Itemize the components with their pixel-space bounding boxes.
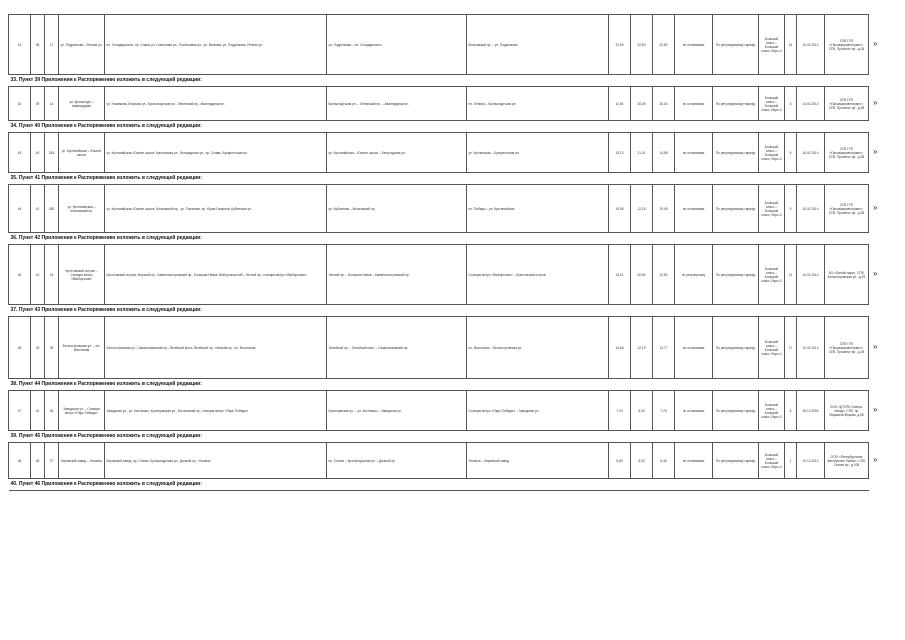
route-number-cell: 27: [45, 443, 59, 479]
length-back-cell: 30,84: [631, 245, 653, 305]
route-number-cell: 17: [45, 15, 59, 75]
length-back-cell: 12,19: [631, 317, 653, 379]
forward-path-cell: пл. Солидарности, пр. Славы ул. Совхозная ул., Посёлковая ул., ул. Вилкова, ул. Подрезкова, Речная ул.: [105, 15, 327, 75]
vehicle-count-cell: 6: [785, 133, 797, 173]
forward-path-cell: ул. Кустанайская, Южное шоссе, Купчинская ул., Белградская ул., пр. Славы, Бухарестская ул.: [105, 133, 327, 173]
vehicle-class-cell: Большой класс – Большой класс, Евро-4: [759, 185, 785, 233]
route-number-cell: 24: [45, 245, 59, 305]
length-back-cell: 12,18: [631, 185, 653, 233]
chevron-right-icon: »: [873, 455, 878, 464]
start-date-cell: 10.12.2014: [797, 443, 825, 479]
operator-cell: СПб ГУП «Пассажиравтотранс», СПб, Проспект пр., д.28: [825, 87, 869, 121]
length-forward-cell: 22,69: [609, 15, 631, 75]
row-index-cell: 47: [9, 391, 31, 431]
route-name-cell: Заводская ул. – Станция метро «Парк Победы»: [59, 391, 105, 431]
intermediate-stops-cell: ул. Кустанайская – Южное шоссе – Белградская ул.: [327, 133, 467, 173]
routes-table: [8, 14, 869, 491]
route-row: [9, 15, 869, 75]
tariff-cell: По регулируемому тарифу: [713, 391, 759, 431]
vehicle-class-cell: Большой класс – Большой класс, Евро-4: [759, 391, 785, 431]
length-back-cell: 6,60: [631, 391, 653, 431]
forward-path-cell: Заводская ул., ул. Костюшко, Кузнецовская ул., Московский пр., станция метро «Парк Победы»: [105, 391, 327, 431]
tariff-cell: По регулируемому тарифу: [713, 443, 759, 479]
boarding-mode-cell: по остановкам: [675, 87, 713, 121]
operator-cell: АО «Третий парк», СПб, Белоостровская ул., д.29: [825, 245, 869, 305]
section-heading: 39. Пункт 45 Приложения к Распоряжению изложить в следующей редакции:: [9, 431, 869, 443]
route-name-cell: ул. Подрезкова – Речная ул.: [59, 15, 105, 75]
boarding-mode-cell: по остановкам: [675, 391, 713, 431]
boarding-mode-cell: по остановкам: [675, 185, 713, 233]
route-number-cell: 14: [45, 87, 59, 121]
route-number-cell: 25: [45, 317, 59, 379]
start-date-cell: 10.01.2014: [797, 317, 825, 379]
length-forward-cell: 14,68: [609, 317, 631, 379]
section-heading: 36. Пункт 42 Приложения к Распоряжению изложить в следующей редакции:: [9, 233, 869, 245]
intermediate-stops-cell: ул. Кубинская – Московский пр.: [327, 185, 467, 233]
route-row: [9, 245, 869, 305]
operator-cell: ООО «ДТУПК Северо-Запад», СПб, пр. Маршала Жукова, д.58: [825, 391, 869, 431]
boarding-mode-cell: по остановкам: [675, 133, 713, 173]
boarding-mode-cell: по регулярному: [675, 245, 713, 305]
row-index-cell: 45: [9, 245, 31, 305]
operator-cell: СПб ГУП «Пассажиравтотранс», СПб, Проспект пр., д.28: [825, 15, 869, 75]
section-heading-row: [9, 173, 869, 185]
vehicle-count-cell: 16: [785, 15, 797, 75]
section-heading: 35. Пункт 41 Приложения к Распоряжению изложить в следующей редакции:: [9, 173, 869, 185]
route-number-cell: 26: [45, 391, 59, 431]
length-forward-cell: 11,94: [609, 87, 631, 121]
length-total-cell: 19,45: [653, 185, 675, 233]
boarding-mode-cell: по остановкам: [675, 443, 713, 479]
forward-path-cell: Белоостровская ул., Сампсониевский пр., Литейный мост, Литейный пр., Невский пр., пл. Восстания: [105, 317, 327, 379]
table-body: [9, 15, 869, 491]
intermediate-stops-cell: ул. Подрезкова – пл. Солидарности: [327, 15, 467, 75]
point-number-cell: 40: [31, 133, 45, 173]
start-date-cell: 10.01.2014: [797, 245, 825, 305]
forward-path-cell: Крестовский остров, Морской пр., Каменноостровский пр., Большая Невка, Выборгская наб., Лесной пр., станция метро «Выборгская»: [105, 245, 327, 305]
tariff-cell: По регулируемому тарифу: [713, 317, 759, 379]
forward-path-cell: ул. Кустанайская, Южное шоссе, Московский пр., ул. Типанова, пр. Юрия Гагарина, Кубинская ул.: [105, 185, 327, 233]
length-total-cell: 22,83: [653, 15, 675, 75]
chevron-right-icon: »: [873, 203, 878, 212]
length-total-cell: 14,68: [653, 133, 675, 173]
length-total-cell: 13,77: [653, 317, 675, 379]
vehicle-count-cell: 1: [785, 443, 797, 479]
route-name-cell: ул. Кустанайская – Московский пр.: [59, 185, 105, 233]
return-path-cell: пл. Восстания – Белоостровская ул.: [467, 317, 609, 379]
length-forward-cell: 15,13: [609, 133, 631, 173]
section-heading: 40. Пункт 46 Приложения к Распоряжению изложить в следующей редакции:: [9, 479, 869, 491]
forward-path-cell: ул. Нахимова, Морская ул., Кронштадтская ул., Ленинский пр., Авангардная ул.: [105, 87, 327, 121]
length-total-cell: 6,48: [653, 443, 675, 479]
vehicle-class-cell: Большой класс – Большой класс, Евро-4: [759, 245, 785, 305]
row-index-cell: 46: [9, 317, 31, 379]
vehicle-class-cell: Большой класс – Большой класс, Евро-4: [759, 317, 785, 379]
route-name-cell: Кировский завод – Ульянка: [59, 443, 105, 479]
start-date-cell: 10.01.2014: [797, 185, 825, 233]
length-total-cell: 26,04: [653, 87, 675, 121]
boarding-mode-cell: по остановкам: [675, 317, 713, 379]
return-path-cell: Московский пр. – ул. Подрезкова: [467, 15, 609, 75]
route-name-cell: Крестовский остров – Станция метро «Выборгская»: [59, 245, 105, 305]
length-forward-cell: 5,80: [609, 443, 631, 479]
route-row: [9, 317, 869, 379]
operator-cell: СПб ГУП «Пассажиравтотранс», СПб, Проспект пр., д.28: [825, 133, 869, 173]
chevron-right-icon: »: [873, 147, 878, 156]
section-heading: 38. Пункт 44 Приложения к Распоряжению изложить в следующей редакции:: [9, 379, 869, 391]
return-path-cell: Станция метро «Выборгская» – Крестовский остров: [467, 245, 609, 305]
section-heading-row: [9, 479, 869, 491]
section-heading: 37. Пункт 43 Приложения к Распоряжению изложить в следующей редакции:: [9, 305, 869, 317]
chevron-right-icon: »: [873, 342, 878, 351]
return-path-cell: пл. Ленина – Кронштадтская ул.: [467, 87, 609, 121]
chevron-right-icon: »: [873, 98, 878, 107]
start-date-cell: 16.01.2014: [797, 133, 825, 173]
length-forward-cell: 7,24: [609, 391, 631, 431]
route-row: [9, 133, 869, 173]
vehicle-count-cell: 9: [785, 185, 797, 233]
section-heading: 33. Пункт 39 Приложения к Распоряжению изложить в следующей редакции:: [9, 75, 869, 87]
start-date-cell: 28.12.2006: [797, 391, 825, 431]
point-number-cell: 45: [31, 443, 45, 479]
intermediate-stops-cell: Лесной пр. – Большая Невка – Каменноостровский пр.: [327, 245, 467, 305]
vehicle-class-cell: Большой класс – Большой класс, Евро-4: [759, 443, 785, 479]
length-back-cell: 22,83: [631, 15, 653, 75]
length-back-cell: 6,52: [631, 443, 653, 479]
route-number-cell: 15Б: [45, 185, 59, 233]
vehicle-count-cell: 6: [785, 87, 797, 121]
row-index-cell: 42: [9, 87, 31, 121]
point-number-cell: 41: [31, 185, 45, 233]
tariff-cell: По регулируемому тарифу: [713, 15, 759, 75]
route-row: [9, 185, 869, 233]
route-row: [9, 443, 869, 479]
route-number-cell: 15А: [45, 133, 59, 173]
section-heading-row: [9, 233, 869, 245]
route-name-cell: Белоостровская ул. – пл. Восстания: [59, 317, 105, 379]
intermediate-stops-cell: пр. Стачек – Кронштадтская ул. – Дачный пр.: [327, 443, 467, 479]
chevron-right-icon: »: [873, 405, 878, 414]
length-forward-cell: 13,01: [609, 245, 631, 305]
operator-cell: СПб ГУП «Пассажиравтотранс», СПб, Проспект пр., д.28: [825, 185, 869, 233]
return-path-cell: Станция метро «Парк Победы» – Заводская ул.: [467, 391, 609, 431]
intermediate-stops-cell: Кронштадтская ул. – Ленинский пр. – Авангардная ул.: [327, 87, 467, 121]
section-heading-row: [9, 431, 869, 443]
chevron-right-icon: »: [873, 269, 878, 278]
length-total-cell: 7,76: [653, 391, 675, 431]
return-path-cell: ул. Купчинская – Бухарестская ул.: [467, 133, 609, 173]
route-row: [9, 391, 869, 431]
point-number-cell: 39: [31, 87, 45, 121]
vehicle-class-cell: Большой класс – Большой класс, Евро-4: [759, 133, 785, 173]
intermediate-stops-cell: Кузнецовская ул. – ул. Костюшко – Заводская ул.: [327, 391, 467, 431]
section-heading-row: [9, 379, 869, 391]
start-date-cell: 10.01.2014: [797, 15, 825, 75]
point-number-cell: 43: [31, 317, 45, 379]
forward-path-cell: Кировский завод, пр. Стачек, Кронштадтская ул., Дачный пр., Ульянка: [105, 443, 327, 479]
return-path-cell: Ульянка – Кировский завод: [467, 443, 609, 479]
tariff-cell: По регулируемому тарифу: [713, 87, 759, 121]
route-name-cell: ул. Кронштадт – Авангардная: [59, 87, 105, 121]
vehicle-class-cell: Большой класс – Большой класс, Евро-4: [759, 15, 785, 75]
route-row: [9, 87, 869, 121]
vehicle-count-cell: 6: [785, 391, 797, 431]
boarding-mode-cell: по остановкам: [675, 15, 713, 75]
chevron-right-icon: »: [873, 39, 878, 48]
operator-cell: СПб ГУП «Пассажиравтотранс», СПб, Проспект пр., д.28: [825, 317, 869, 379]
vehicle-count-cell: 17: [785, 317, 797, 379]
row-index-cell: 41: [9, 15, 31, 75]
section-heading-row: [9, 75, 869, 87]
length-forward-cell: 15,96: [609, 185, 631, 233]
point-number-cell: 44: [31, 391, 45, 431]
start-date-cell: 14.01.2014: [797, 87, 825, 121]
section-heading-row: [9, 121, 869, 133]
length-total-cell: 22,83: [653, 245, 675, 305]
row-index-cell: 43: [9, 133, 31, 173]
intermediate-stops-cell: Литейный пр. – Литейный мост – Сампсониевский пр.: [327, 317, 467, 379]
point-number-cell: 42: [31, 245, 45, 305]
row-index-cell: 44: [9, 185, 31, 233]
point-number-cell: 38: [31, 15, 45, 75]
return-path-cell: пл. Победы – ул. Кустанайская: [467, 185, 609, 233]
section-heading-row: [9, 305, 869, 317]
vehicle-count-cell: 13: [785, 245, 797, 305]
tariff-cell: По регулируемому тарифу: [713, 185, 759, 233]
section-heading: 34. Пункт 40 Приложения к Распоряжению изложить в следующей редакции:: [9, 121, 869, 133]
row-index-cell: 48: [9, 443, 31, 479]
length-back-cell: 21,41: [631, 133, 653, 173]
operator-cell: ООО «Петербургские Автобусные Линии», СПб, Стачек пр., д.108: [825, 443, 869, 479]
tariff-cell: По регулируемому тарифу: [713, 133, 759, 173]
tariff-cell: По регулируемому тарифу: [713, 245, 759, 305]
route-name-cell: ул. Кустанайская – Южное шоссе: [59, 133, 105, 173]
length-back-cell: 26,05: [631, 87, 653, 121]
vehicle-class-cell: Большой класс – Большой класс, Евро-4: [759, 87, 785, 121]
